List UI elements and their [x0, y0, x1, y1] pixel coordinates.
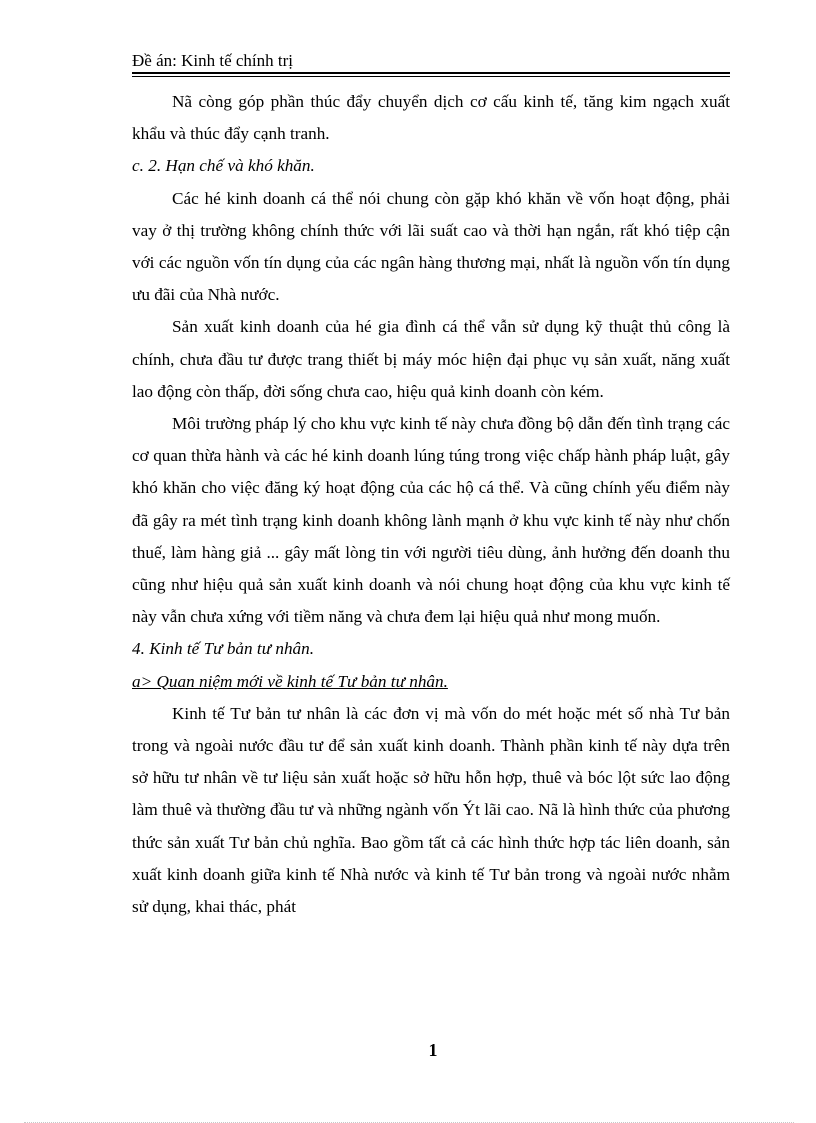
paragraph-legal-environment: Môi trường pháp lý cho khu vực kinh tế này chưa đồng bộ dẫn đến tình trạng các cơ quan thừa hành và các hé kinh doanh lúng túng trong việc chấp hành pháp luật, gây khó khăn cho việc đăng ký hoạt động của các hộ cá thể. Và cũng chính yếu điểm này đã gây ra mét tình trạng kinh doanh không lành mạnh ở khu vực kinh tế này như chốn thuế, làm hàng giả ... gây mất lòng tin với người tiêu dùng, ảnh hưởng đến doanh thu cũng như hiệu quả sản xuất kinh doanh và nói chung hoạt động của khu vực kinh tế này vẫn chưa xứng với tiềm năng và chưa đem lại hiệu quả như mong muốn. — [132, 414, 730, 627]
section-heading-private-capital: 4. Kinh tế Tư bản tư nhân. — [132, 639, 315, 659]
subsection-heading-new-concept: a> Quan niệm mới về kinh tế Tư bản tư nhân. — [132, 671, 448, 691]
document-body — [132, 86, 730, 923]
header-rule-thin — [132, 76, 730, 77]
header-rule-thick — [132, 72, 730, 74]
paragraph-private-capital-definition: Kinh tế Tư bản tư nhân là các đơn vị mà vốn do mét hoặc mét số nhà Tư bản trong và ngoài nước đầu tư để sản xuất kinh doanh. Thành phần kinh tế này dựa trên sở hữu tư nhân về tư liệu sản xuất hoặc sở hữu hỗn hợp, thuê và bóc lột sức lao động làm thuê và thường đầu tư và những ngành vốn Ýt lãi cao. Nã là hình thức của phương thức sản xuất Tư bản chủ nghĩa. Bao gồm tất cả các hình thức hợp tác liên doanh, sản xuất kinh doanh giữa kinh tế Nhà nước và kinh tế Tư bản trong và ngoài nước nhằm sử dụng, khai thác, phát — [132, 703, 730, 917]
paragraph-capital-difficulties: Các hé kinh doanh cá thể nói chung còn gặp khó khăn về vốn hoạt động, phải vay ở thị trường không chính thức với lãi suất cao và thời hạn ngắn, rất khó tiệp cận với các nguồn vốn tín dụng của các ngân hàng thương mại, nhất là nguồn vốn tín dụng ưu đãi của Nhà nước. — [132, 188, 730, 305]
paragraph-contribution: Nã còng góp phần thúc đẩy chuyển dịch cơ cấu kinh tế, tăng kim ngạch xuất khẩu và thúc đẩy cạnh tranh. — [132, 92, 730, 144]
document-header: Đề án: Kinh tế chính trị — [132, 51, 293, 70]
subheading-limitations: c. 2. Hạn chế và khó khăn. — [132, 156, 315, 176]
page-number: 1 — [428, 1040, 438, 1060]
paragraph-manual-production: Sản xuất kinh doanh của hé gia đình cá thể vẫn sử dụng kỹ thuật thủ công là chính, chưa đầu tư được trang thiết bị máy móc hiện đại phục vụ sản xuất, năng xuất lao động còn thấp, đời sống chưa cao, hiệu quả kinh doanh còn kém. — [132, 317, 730, 401]
